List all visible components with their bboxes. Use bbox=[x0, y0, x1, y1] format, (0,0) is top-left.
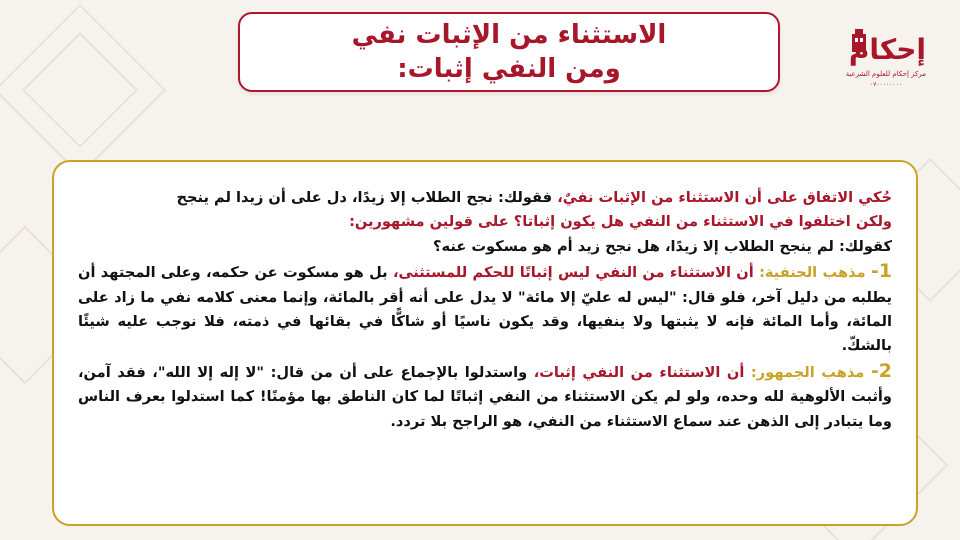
jumhur-thesis: أن الاستثناء من النفي إثبات، bbox=[533, 363, 745, 381]
title-box bbox=[238, 12, 780, 92]
logo-wordmark: إحكام bbox=[848, 33, 926, 66]
jumhur-number: 2- bbox=[870, 359, 892, 382]
jumhur-explanation: واستدلوا بالإجماع على أن من قال: "لا إله إلا الله"، فقد آمن، وأثبت الألوهية لله وحده، ولو لم يكن الاستثناء من النفي إثباتًا لما كان الناطق بها مؤمنًا! كما استدلوا بعرف الناس وما يتبادر إلى الذهن عند سماع الاستثناء من النفي، هو الراجح بلا تردد. bbox=[78, 363, 892, 430]
title-line-1: الاستثناء من الإثبات نفي bbox=[351, 20, 667, 50]
hanafi-thesis: أن الاستثناء من النفي ليس إثباتًا للحكم للمستثنى، bbox=[392, 264, 754, 282]
logo-subtitle: مركز إحكام للعلوم الشرعية bbox=[845, 70, 926, 78]
hanafi-explanation: بل هو مسكوت عن حكمه، وعلى المجتهد أن يطلبه من دليل آخر، فلو قال: "ليس له عليّ إلا مائة" لا يدل على أنه أقر بالمائة، وإنما معنى كلامه نفي ما زاد على المائة، وأما المائة فإنه لا يثبتها ولا ينفيها، وقد يكون ناسيًا أو شاكًّا في بقائها في ذمته، فلا نوجب عليه شيئًا بالشكّ. bbox=[78, 264, 892, 355]
consensus-example: فقولك: نجح الطلاب إلا زيدًا، دل على أن زيدا لم ينجح bbox=[176, 189, 558, 206]
content-box bbox=[52, 160, 918, 526]
logo-phone: ۰۷۰۰۰۰۰۰۰۰ bbox=[869, 81, 903, 88]
title-line-2: ومن النفي إثبات: bbox=[397, 54, 621, 84]
paragraph-disagreement: ولكن اختلفوا في الاستثناء من النفي هل يكون إثباتا؟ على قولين مشهورين: bbox=[349, 213, 892, 231]
hanafi-number: 1- bbox=[870, 260, 893, 283]
paragraph-hanafi bbox=[78, 259, 892, 359]
logo bbox=[842, 24, 926, 96]
paragraph-consensus bbox=[78, 186, 892, 210]
paragraph-jumhur bbox=[78, 359, 892, 434]
consensus-statement: حُكي الاتفاق على أن الاستثناء من الإثبات نفيٌ، bbox=[557, 189, 892, 206]
hanafi-label: مذهب الحنفية: bbox=[753, 264, 871, 282]
paragraph-example: كقولك: لم ينجح الطلاب إلا زيدًا، هل نجح زيد أم هو مسكوت عنه؟ bbox=[433, 237, 892, 255]
jumhur-label: مذهب الجمهور: bbox=[744, 363, 871, 381]
